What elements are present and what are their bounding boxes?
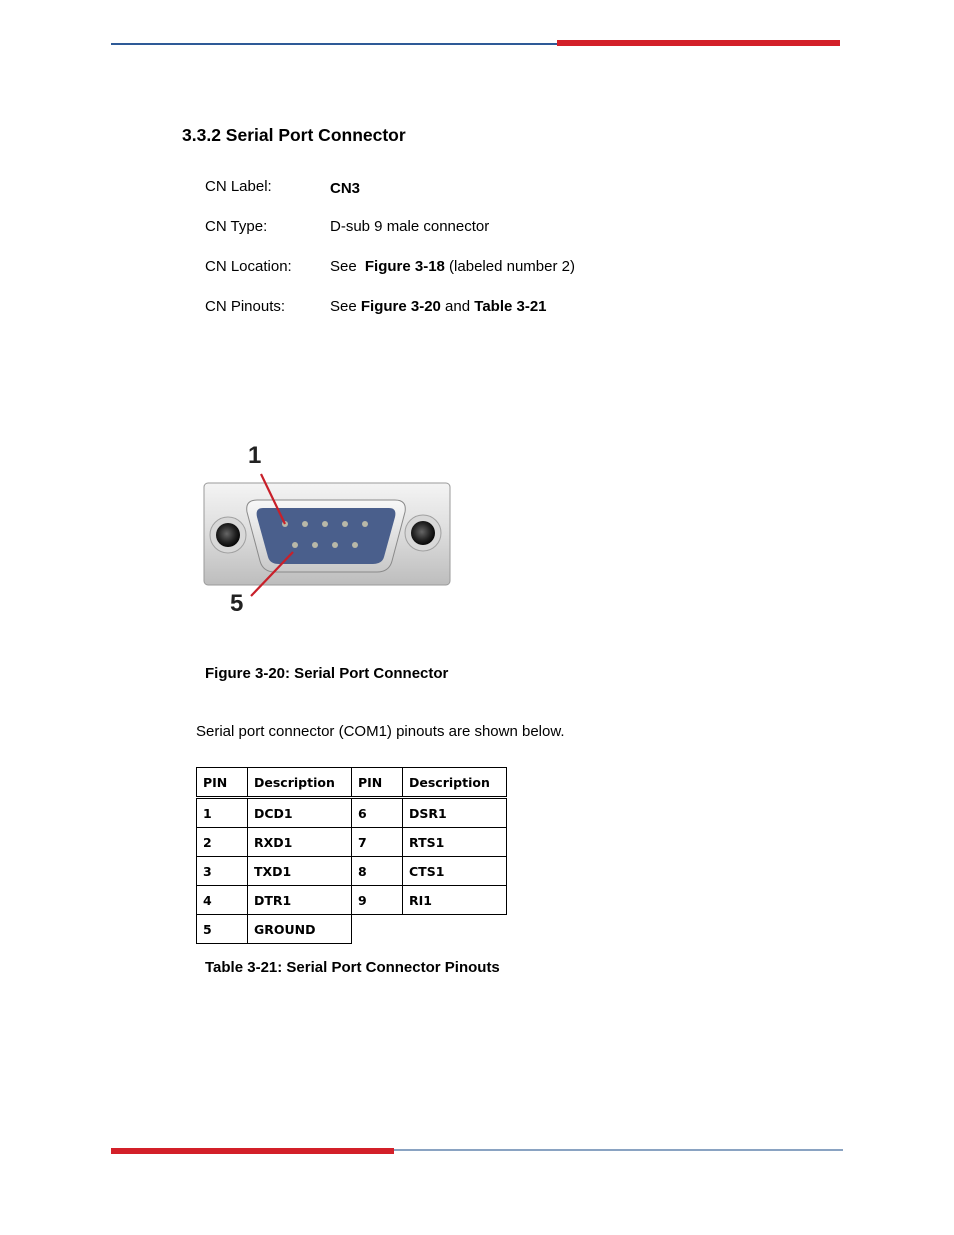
table-cell: DTR1 — [247, 885, 352, 915]
table-header-cell: Description — [402, 767, 507, 797]
field-label-cn-pinouts: CN Pinouts: — [205, 298, 286, 315]
header-rule-red — [557, 40, 840, 46]
table-cell: TXD1 — [247, 856, 352, 886]
footer-rule-blue — [394, 1149, 843, 1151]
table-header-cell: PIN — [351, 767, 403, 797]
value-part: and — [440, 298, 475, 315]
table-cell: DSR1 — [402, 798, 507, 828]
table-caption: Table 3-21: Serial Port Connector Pinouts — [205, 959, 500, 976]
value-part: (labeled number 2) — [444, 258, 575, 275]
value-part: D-sub 9 male connector — [330, 218, 490, 235]
table-cell: 3 — [196, 856, 248, 886]
footer-rule-red — [111, 1148, 394, 1154]
value-part: See — [330, 258, 361, 275]
table-cell: RI1 — [402, 885, 507, 915]
figure-reference-link[interactable]: Figure 3-20 — [360, 298, 441, 315]
field-label-cn-label: CN Label: — [205, 178, 272, 195]
field-value-cn-pinouts — [330, 298, 547, 315]
value-part: See — [330, 298, 361, 315]
table-cell: 6 — [351, 798, 403, 828]
table-cell: 7 — [351, 827, 403, 857]
db9-connector-figure — [195, 438, 460, 618]
table-header-cell: Description — [247, 767, 352, 797]
body-paragraph: Serial port connector (COM1) pinouts are shown below. — [196, 723, 565, 740]
field-label-cn-type: CN Type: — [205, 218, 268, 235]
field-value-cn-location — [330, 258, 575, 275]
table-cell: 1 — [196, 798, 248, 828]
table-cell: 8 — [351, 856, 403, 886]
table-cell: 2 — [196, 827, 248, 857]
table-header-cell: PIN — [196, 767, 248, 797]
value-part: CN3 — [330, 180, 361, 197]
pin-1-label: 1 — [248, 442, 262, 469]
field-label-cn-location: CN Location: — [205, 258, 292, 275]
table-cell: 9 — [351, 885, 403, 915]
table-cell: RXD1 — [247, 827, 352, 857]
section-title: 3.3.2 Serial Port Connector — [182, 125, 406, 145]
field-value-cn-type — [330, 218, 489, 235]
figure-reference-link[interactable]: Figure 3-18 — [364, 258, 445, 275]
table-cell: CTS1 — [402, 856, 507, 886]
table-reference-link[interactable]: Table 3-21 — [474, 298, 547, 315]
header-rule-blue — [111, 43, 557, 45]
connector-face — [257, 508, 396, 564]
field-value-cn-label — [330, 180, 360, 197]
table-cell: GROUND — [247, 914, 352, 944]
mounting-hole-left-inner — [216, 523, 240, 547]
table-cell: DCD1 — [247, 798, 352, 828]
figure-caption: Figure 3-20: Serial Port Connector — [205, 665, 449, 682]
pin-5-label: 5 — [230, 590, 244, 617]
table-cell: RTS1 — [402, 827, 507, 857]
mounting-hole-right-inner — [411, 521, 435, 545]
table-cell: 5 — [196, 914, 248, 944]
table-cell: 4 — [196, 885, 248, 915]
